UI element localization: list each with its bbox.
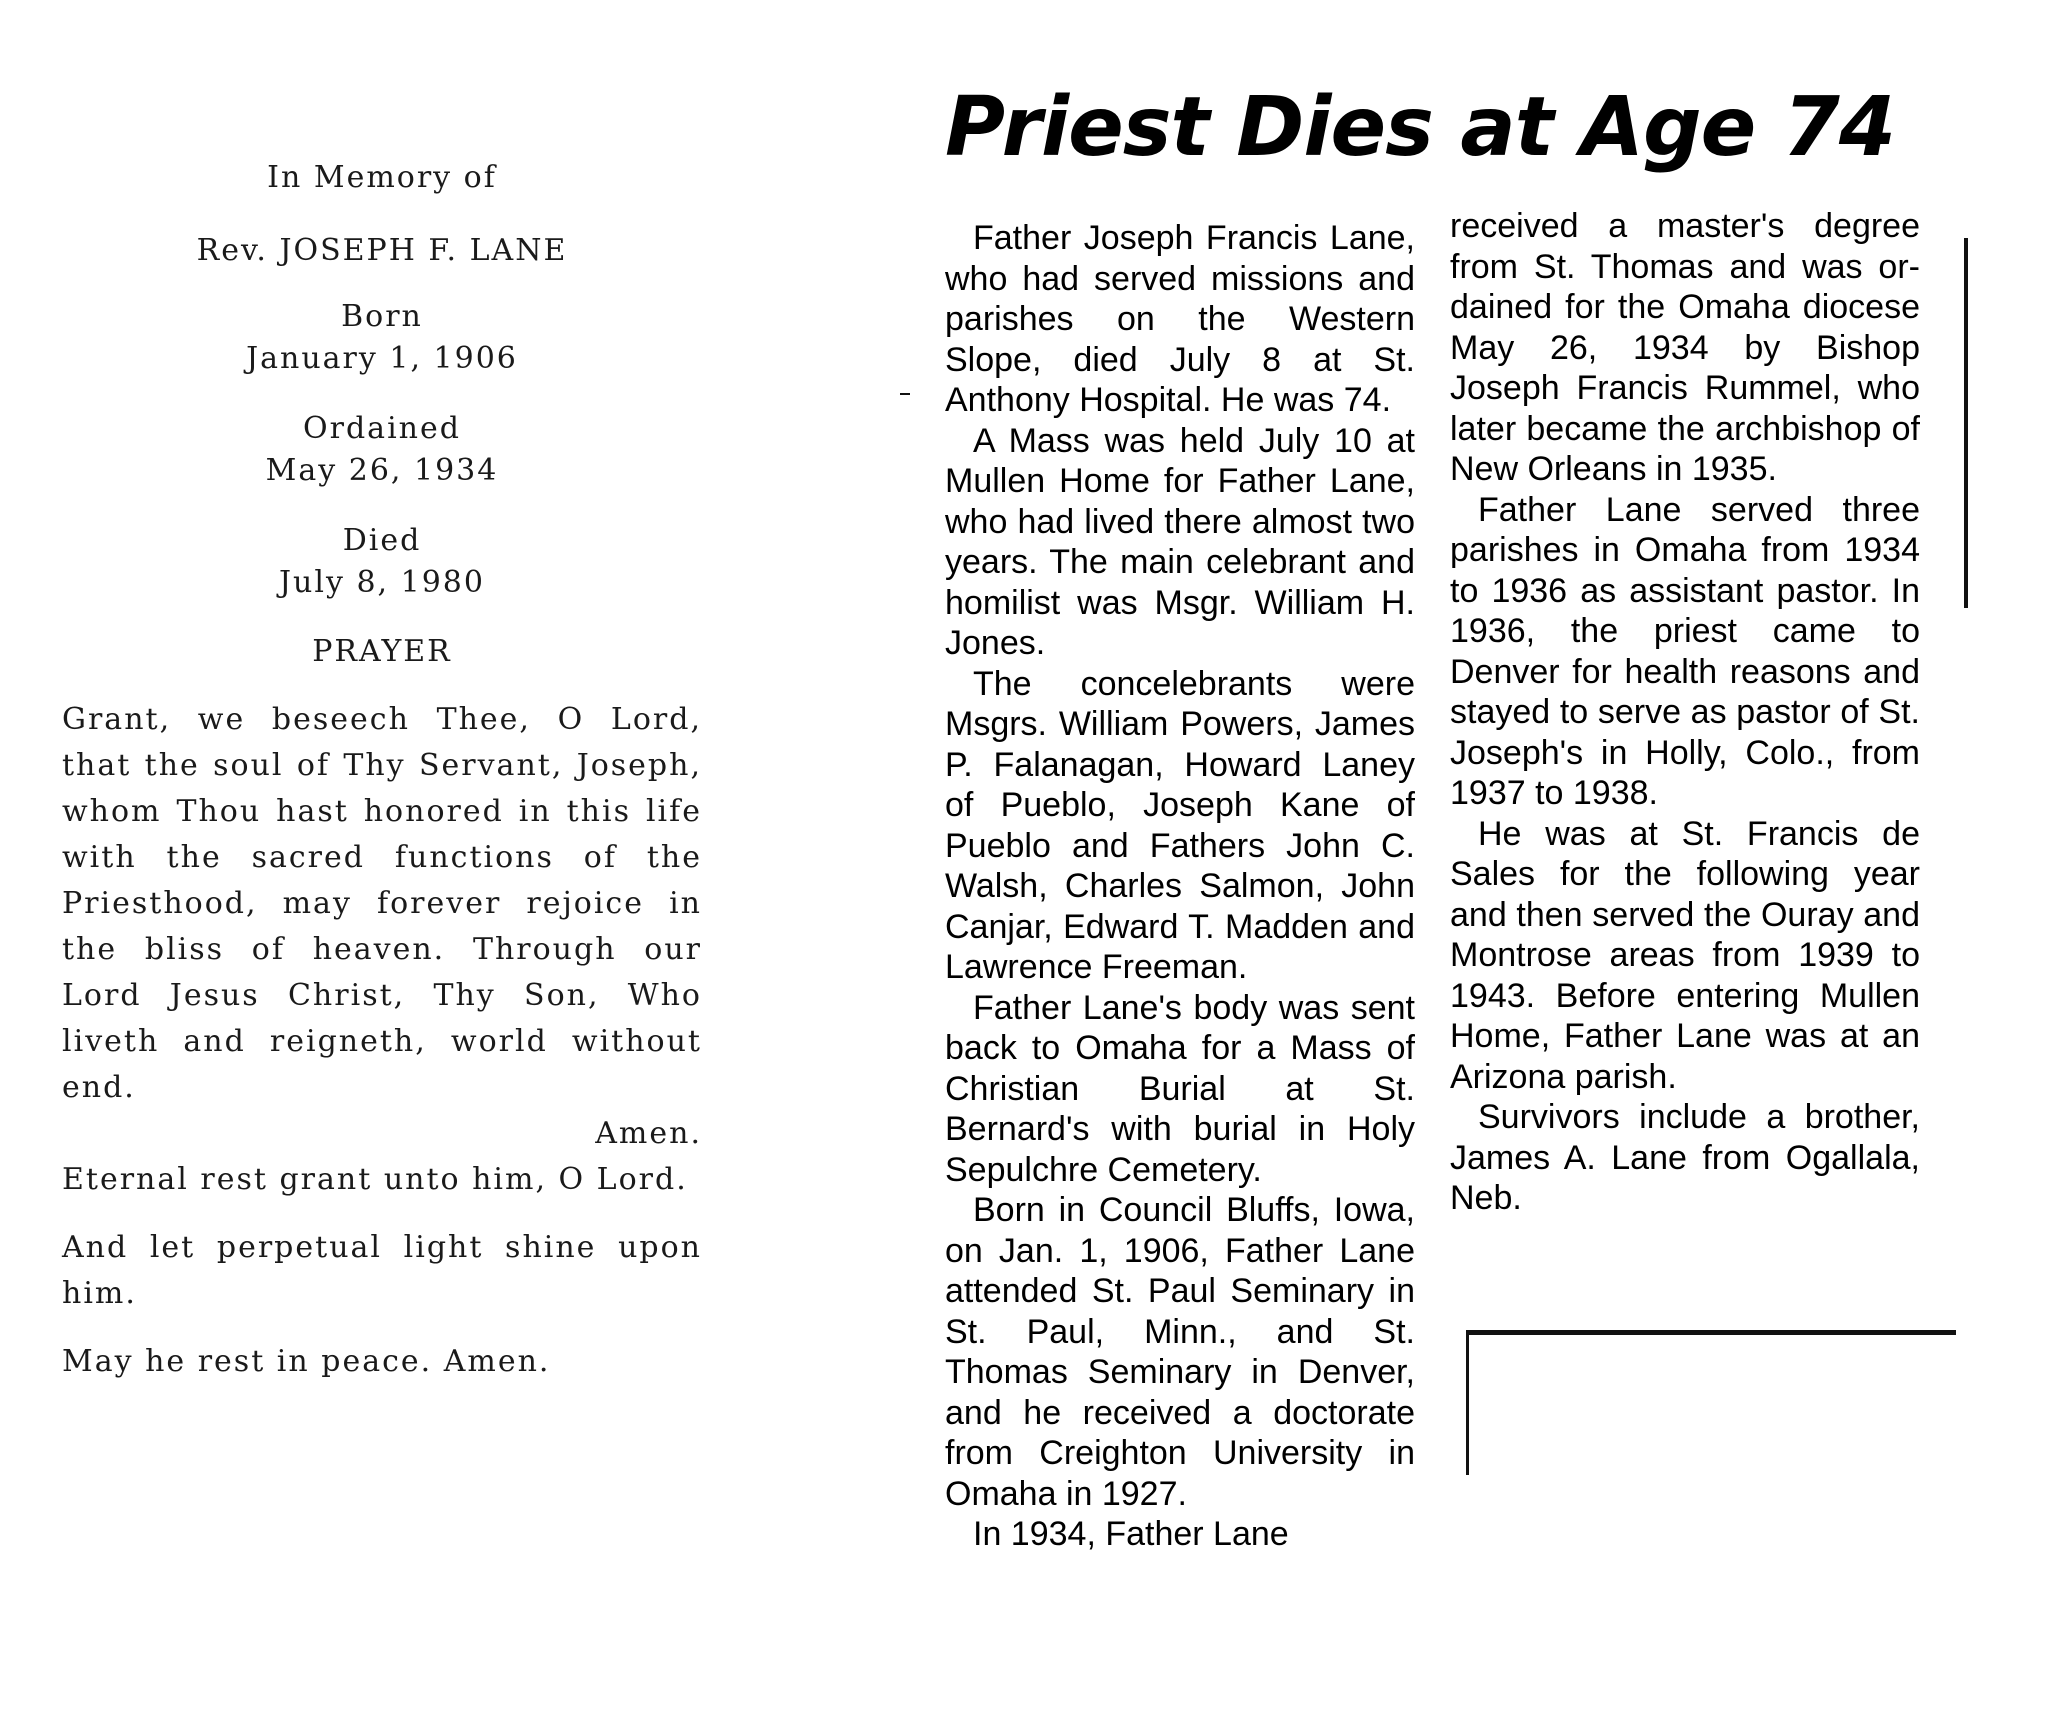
memorial-name: Rev. JOSEPH F. LANE [196,233,568,268]
ordained-block [62,408,702,492]
born-label: Born [341,299,423,334]
article-paragraph: In 1934, Father Lane [973,1515,1289,1553]
perpetual-light-line: And let perpetual light shine upon him. [62,1230,702,1311]
prayer-amen: Amen. [595,1116,702,1151]
article-paragraph: Born in Council Bluffs, Iowa, on Jan. 1, 1906, Father Lane attended St. Paul Seminary in St. Paul, Minn., and St. Thomas Seminary in Denver, and he received a doctorate from Creighton University in Omaha in 1927. [945,1191,1415,1513]
ordained-date: May 26, 1934 [265,453,499,488]
clipping-bottom-tick [1466,1330,1469,1475]
clipping-edge-rule [1964,238,1968,608]
article-paragraph: Father Lane's body was sent back to Omaha for a Mass of Christian Burial at St. Bernard's with burial in Holy Sepulchre Cemetery. [945,988,1415,1189]
scan-speck [900,393,910,395]
clipping-headline: Priest Dies at Age 74 [945,80,1895,175]
article-paragraph: He was at St. Francis de Sales for the following year and then served the Ouray and Montrose areas from 1939 to 1943. Before entering Mullen Home, Father Lane was at an Arizona parish. [1450,814,1920,1096]
article-paragraph: Survivors include a brother, James A. Lane from Ogallala, Neb. [1450,1098,1920,1217]
memorial-heading: In Memory of [267,160,497,195]
prayer-title: PRAYER [312,634,452,669]
article-paragraph: Father Lane served three parishes in Omaha from 1934 to 1936 as assistant pastor. In 1936, the priest came to Denver for health reasons and stayed to serve as pastor of St. Joseph's in Holly, Colo., from 1937 to 1938. [1450,490,1920,812]
article-paragraph: A Mass was held July 10 at Mullen Home for Father Lane, who had lived there almost two years. The main celebrant and homilist was Msgr. William H. Jones. [945,421,1415,662]
prayer-text: Grant, we beseech Thee, O Lord, that the soul of Thy Servant, Joseph, whom Thou hast honored in this life with the sacred functions of the Priesthood, may forever rejoice in the bliss of heaven. Through our Lord Jesus Christ, Thy Son, Who liveth and reigneth, world without end. [62,702,702,1105]
clipping-bottom-rule [1466,1330,1956,1335]
article-column-2 [1450,206,1920,1219]
article-paragraph: The concelebrants were Msgrs. William Powers, James P. Falanagan, Howard Laney of Pueblo, Joseph Kane of Pueblo and Fathers John C. Walsh, Charles Salmon, John Canjar, Edward T. Madden and Lawrence Freeman. [945,664,1415,986]
died-block [62,520,702,604]
born-block [62,296,702,380]
memorial-card [62,150,702,1385]
eternal-rest-line: Eternal rest grant unto him, O Lord. [62,1162,688,1197]
article-paragraph: Father Joseph Francis Lane, who had served missions and parishes on the Western Slope, died July 8 at St. Anthony Hospital. He was 74. [945,219,1415,419]
article-paragraph-continued: received a master's degree from St. Thomas and was ordained for the Omaha diocese May 26, 1934 by Bishop Joseph Francis Rummel, who later became the archbishop of New Orleans in 1935. [1450,207,1920,488]
died-label: Died [342,523,422,558]
ordained-label: Ordained [303,411,461,446]
closing-line: May he rest in peace. Amen. [62,1344,551,1379]
died-date: July 8, 1980 [279,565,485,600]
born-date: January 1, 1906 [246,341,518,376]
article-column-1 [945,218,1415,1555]
